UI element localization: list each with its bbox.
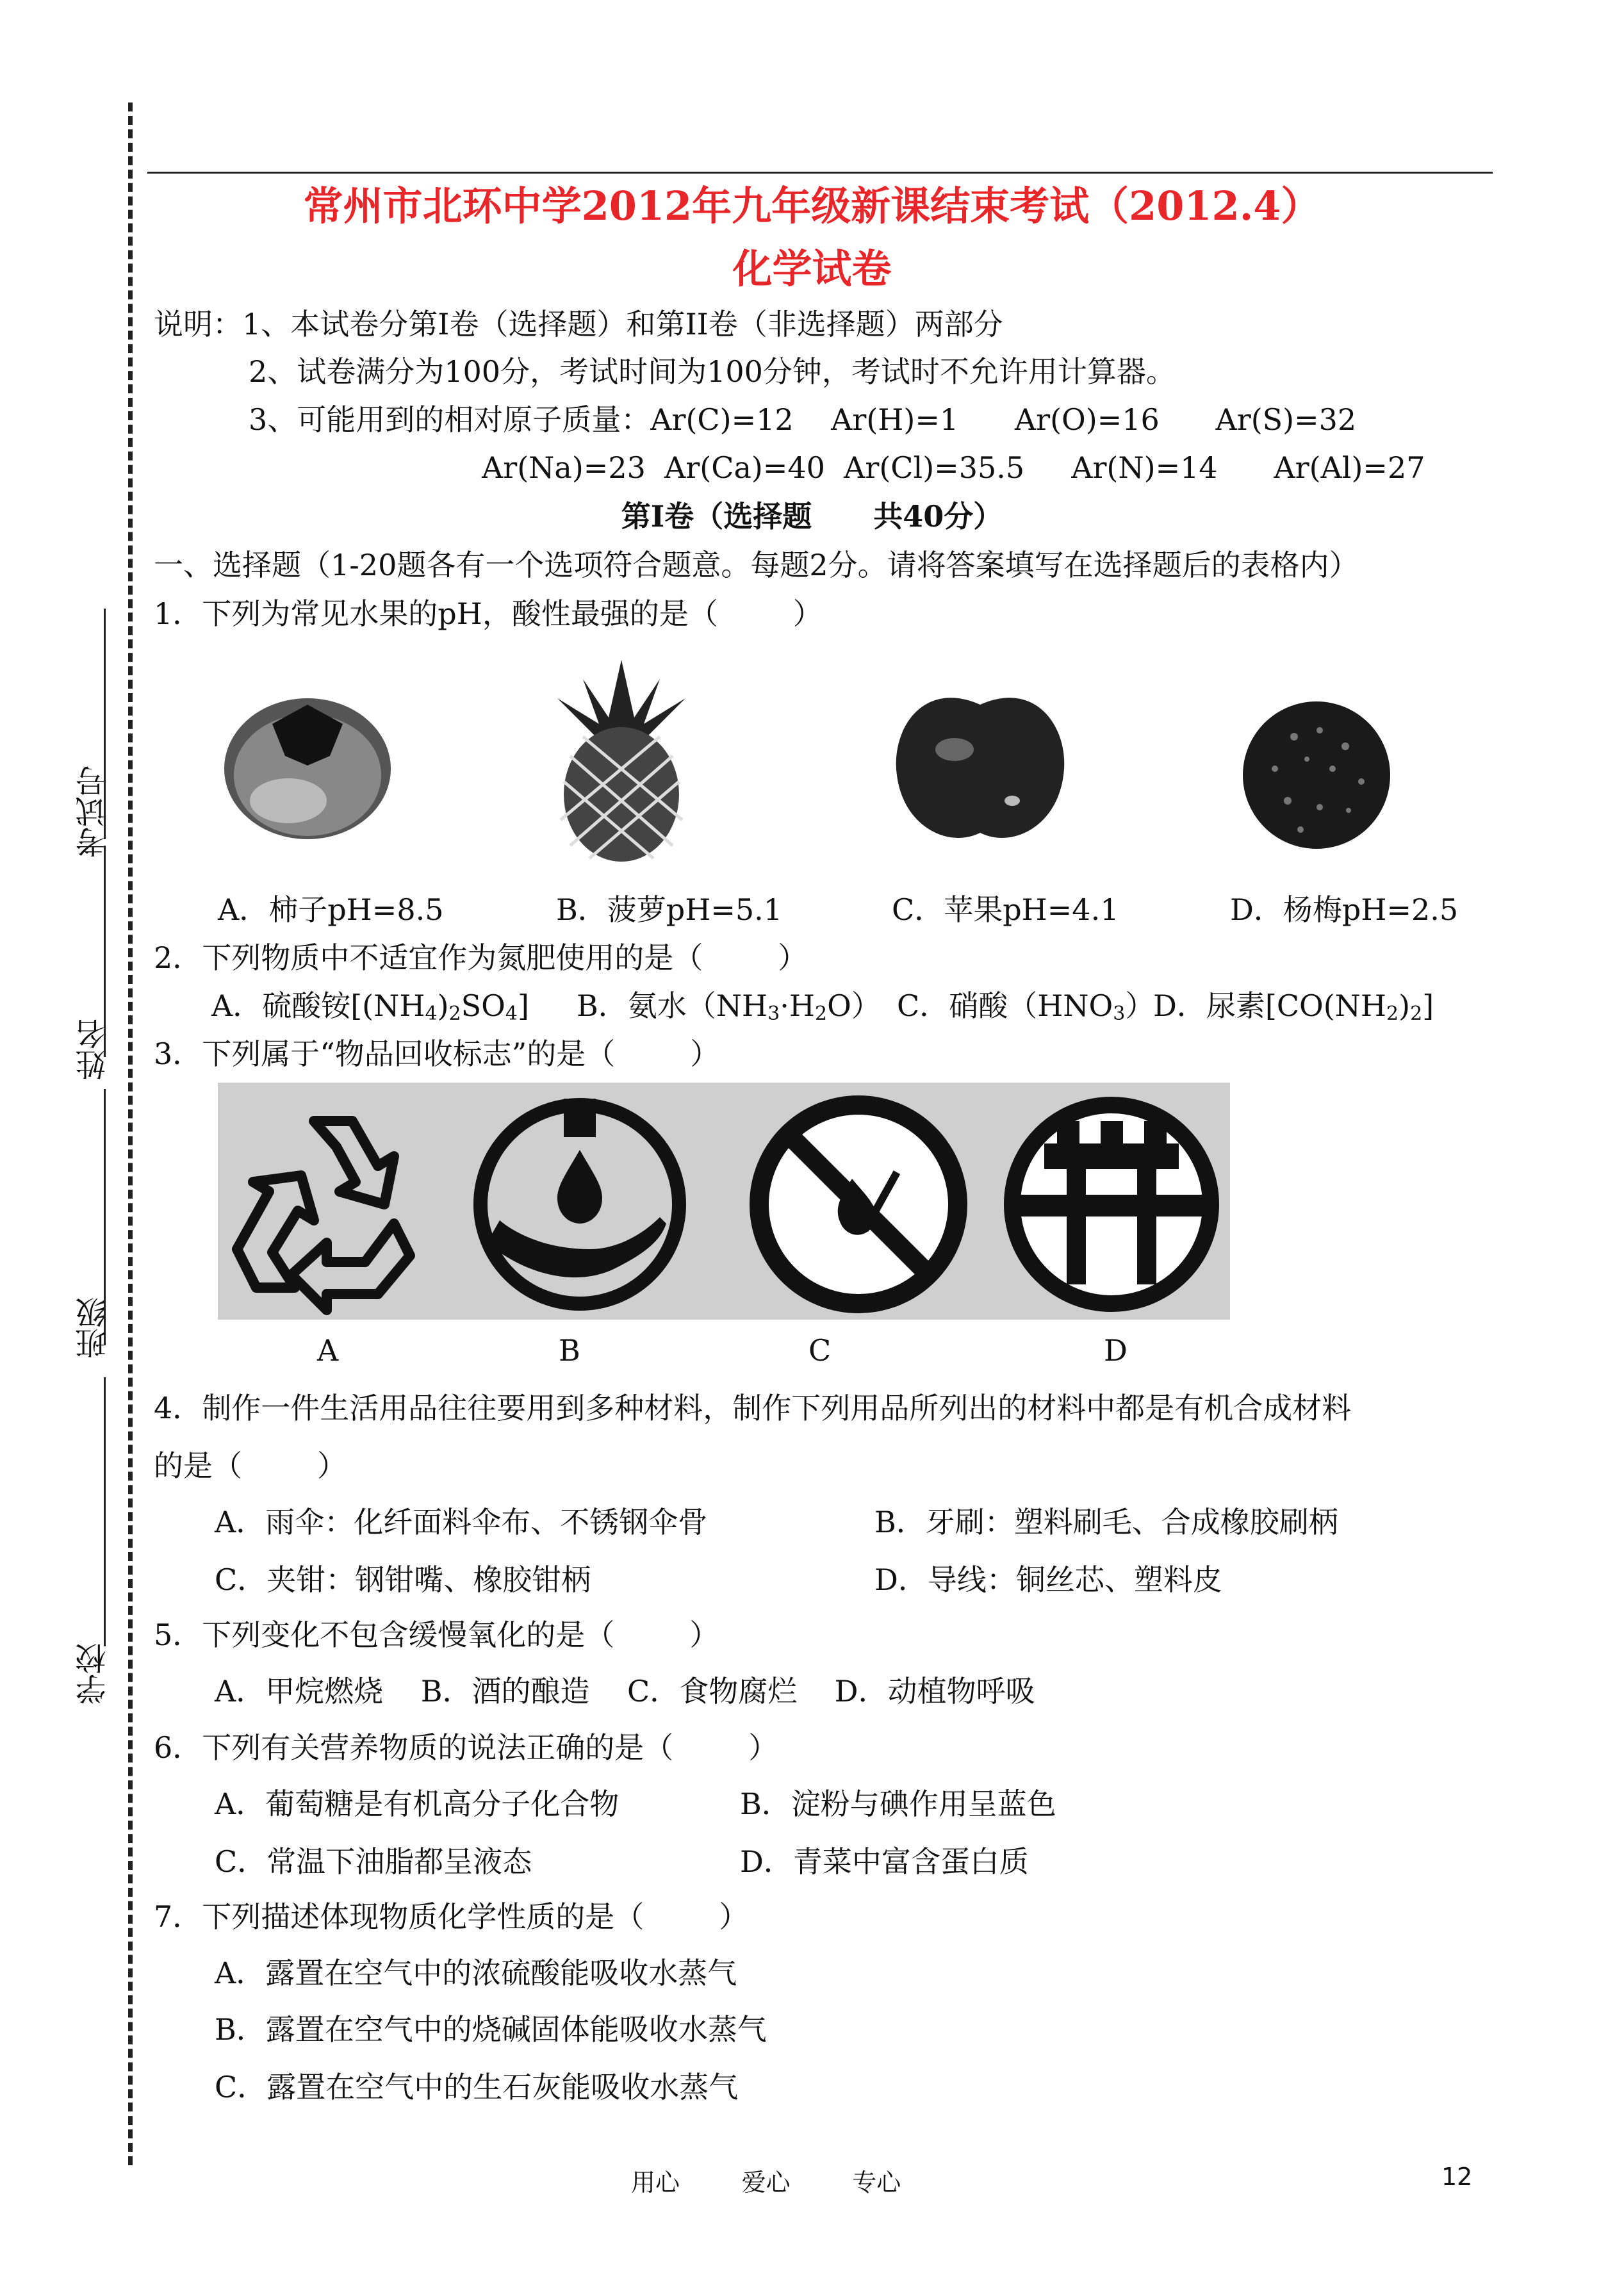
page-number: 12 bbox=[1441, 2163, 1473, 2191]
section-title: 第Ⅰ卷（选择题 共40分） bbox=[621, 499, 1003, 534]
q5-options: A．甲烷燃烧 B．酒的酿造 C．食物腐烂 D．动植物呼吸 bbox=[215, 1674, 1035, 1708]
q2-option-d: D．尿素$[CO(NH_2)_2]$ bbox=[1153, 988, 1434, 1025]
q6-option-a: A．葡萄糖是有机高分子化合物 bbox=[215, 1787, 619, 1821]
class-label: 班级 bbox=[76, 1297, 111, 1359]
persimmon-image bbox=[211, 679, 404, 846]
q7-option-b: B．露置在空气中的烧碱固体能吸收水蒸气 bbox=[215, 2012, 767, 2047]
q2-option-c: C．硝酸$(HNO_3)$ bbox=[897, 988, 1155, 1025]
q1-option-d: D．杨梅pH=2.5 bbox=[1230, 892, 1459, 927]
recycling-signs-figure bbox=[218, 1083, 1230, 1320]
binding-dashed-line bbox=[128, 102, 133, 2165]
q1-option-b: B．菠萝pH=5.1 bbox=[556, 892, 783, 927]
q1-option-a: A．柿子pH=8.5 bbox=[218, 892, 444, 927]
school-line bbox=[104, 1377, 106, 1646]
question-6-stem: 6．下列有关营养物质的说法正确的是（ ） bbox=[154, 1730, 778, 1765]
instruction-3: 3、可能用到的相对原子质量：Ar(C)=12 Ar(H)=1 Ar(O)=16 Ar(S)=32 bbox=[249, 402, 1357, 437]
q2-option-b: B．氨水$(NH_3\cdot H_2O)$ bbox=[577, 988, 881, 1025]
section-intro: 一、选择题（1-20题各有一个选项符合题意。每题2分。请将答案填写在选择题后的表格内） bbox=[154, 548, 1359, 582]
footer-motto: 用心 爱心 专心 bbox=[631, 2168, 901, 2197]
q2-option-a: A．硫酸铵$[(NH_4)_2SO_4]$ bbox=[211, 988, 529, 1025]
question-4-stem-2: 的是（ ） bbox=[154, 1448, 347, 1483]
school-label: 学校 bbox=[76, 1643, 111, 1705]
q3-label-c: C bbox=[808, 1333, 832, 1368]
question-2-stem: 2．下列物质中不适宜作为氮肥使用的是（ ） bbox=[154, 940, 808, 975]
question-4-stem-1: 4．制作一件生活用品往往要用到多种材料，制作下列用品所列出的材料中都是有机合成材料 bbox=[154, 1391, 1352, 1425]
page-title: 常州市北环中学2012年九年级新课结束考试（2012.4） bbox=[303, 183, 1321, 229]
q3-label-a: A bbox=[317, 1333, 339, 1368]
pineapple-image bbox=[545, 653, 698, 865]
header-rule bbox=[147, 172, 1493, 174]
q6-option-b: B．淀粉与碘作用呈蓝色 bbox=[740, 1787, 1056, 1821]
q4-option-d: D．导线：铜丝芯、塑料皮 bbox=[874, 1562, 1222, 1597]
no-fire-icon bbox=[759, 1105, 958, 1304]
apple-image bbox=[884, 679, 1076, 852]
name-label: 姓名 bbox=[76, 1019, 111, 1080]
page-subtitle: 化学试卷 bbox=[732, 245, 892, 292]
instruction-1: 说明：1、本试卷分第Ⅰ卷（选择题）和第II卷（非选择题）两部分 bbox=[154, 307, 1003, 341]
q6-option-c: C．常温下油脂都呈液态 bbox=[215, 1844, 532, 1879]
q3-label-b: B bbox=[559, 1333, 580, 1368]
q3-label-d: D bbox=[1104, 1333, 1128, 1368]
q1-option-c: C．苹果pH=4.1 bbox=[892, 892, 1119, 927]
q4-option-a: A．雨伞：化纤面料伞布、不锈钢伞骨 bbox=[215, 1505, 708, 1539]
q7-option-a: A．露置在空气中的浓硫酸能吸收水蒸气 bbox=[215, 1956, 737, 1990]
q7-option-c: C．露置在空气中的生石灰能吸收水蒸气 bbox=[215, 2070, 739, 2104]
question-5-stem: 5．下列变化不包含缓慢氧化的是（ ） bbox=[154, 1618, 719, 1652]
exam-no-label: 考试号 bbox=[76, 766, 111, 858]
q6-option-d: D．青菜中富含蛋白质 bbox=[740, 1844, 1029, 1879]
question-7-stem: 7．下列描述体现物质化学性质的是（ ） bbox=[154, 1899, 749, 1934]
q4-option-b: B．牙刷：塑料刷毛、合成橡胶刷柄 bbox=[874, 1505, 1338, 1539]
bayberry-image bbox=[1236, 698, 1397, 852]
question-1-stem: 1．下列为常见水果的pH，酸性最强的是（ ） bbox=[154, 596, 823, 631]
q4-option-c: C．夹钳：钢钳嘴、橡胶钳柄 bbox=[215, 1562, 591, 1597]
instruction-4: Ar(Na)=23 Ar(Ca)=40 Ar(Cl)=35.5 Ar(N)=14 Ar(Al)=27 bbox=[482, 450, 1425, 485]
d-sign-icon bbox=[1012, 1105, 1211, 1304]
instruction-2: 2、试卷满分为100分，考试时间为100分钟，考试时不允许用计算器。 bbox=[249, 354, 1176, 389]
question-3-stem: 3．下列属于“物品回收标志”的是（ ） bbox=[154, 1036, 720, 1071]
